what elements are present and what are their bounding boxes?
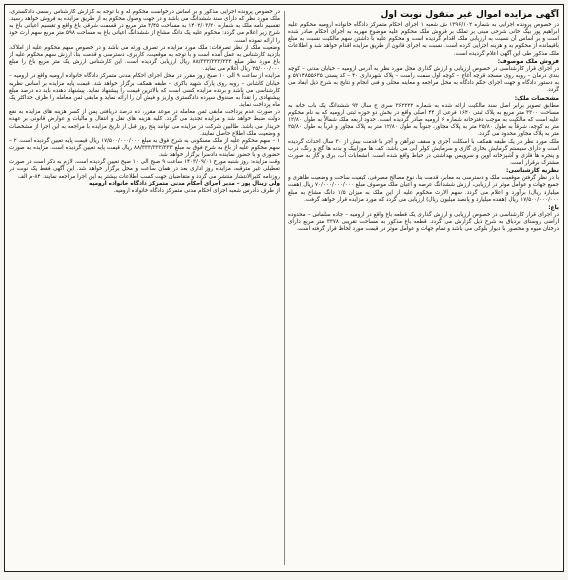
right-text-column (288, 9, 559, 567)
paragraph: با در نظر گرفتن موقعیت ملک و دسترسی به معابر، قدمت بنا، نوع مصالح مصرفی، کیفیت ساخت و وضعیت ظاهری و جمیع جهات و عوامل موثر در ارزیابی، ارزش ششدانگ عرصه و اعیان ملک موصوف مبلغ ۷۰/۰۰۰/۰۰۰/۰۰۰ ریال (هفت میلیارد ریال) برآورد و اعلام می گردد. سهم الارث محکوم علیه از این ملک به میزان ۱/۵ دانگ مشاع به مبلغ ۱۷/۵۰۰/۰۰۰/۰۰۰ ریال (هفده میلیارد و پانصد میلیون ریال) ارزیابی می گردد که مورد مزایده قرار خواهد گرفت. (288, 175, 559, 203)
paragraph: از طرف دادرس شعبه اجرای احکام مدنی متمرکز دادگاه خانواده ارومیه. (113, 187, 280, 194)
paragraph: ملک مورد نظر در یک طبقه همکف با اسکلت آجری و سقف تیرآهن و آجر با قدمت بیش از ۳۰ سال احداث گردیده است و دارای سیستم گرمایش بخاری گازی و سرمایش کولر آبی می باشد. کف ها موزاییک و بدنه ها گچ و رنگ، درب و پنجره ها فلزی و آشپزخانه اوپن و سرویس بهداشتی در حیاط واقع شده است. انشعابات آب، برق و گاز به صورت مشترک برقرار است. (288, 138, 559, 166)
paragraph: وقت مزایده: روز شنبه مورخ ۱۴۰۳/۰۹/۰۱ ساعت ۹ صبح الی ۱۰ صبح تعیین گردیده است. لازم به ذکر است در صورت تعطیلی غیر مترقبه، مزایده روز اداری بعد در همان ساعت و محل برگزار خواهد شد. این آگهی فقط یک نوبت در روزنامه کثیرالانتشار منتشر می گردد و متقاضیان جهت کسب اطلاعات بیشتر به این اجرا مراجعه نمایند. ۸۴-م الف (9, 159, 280, 180)
section-heading: مشخصات ملک: (514, 95, 559, 102)
signature-line: ولی زینال پور – مدیر اجرای احکام مدنی متمرکز دادگاه خانواده ارومیه (88, 180, 280, 187)
notice-title: آگهی مزایده اموال غیر منقول نوبت اول (380, 10, 559, 20)
left-text-column (9, 9, 280, 567)
paragraph: ۱ – سهم محکوم علیه از ملک مسکونی به شرح فوق به مبلغ ۱۷/۵۰۰/۰۰۰/۰۰۰ ریال قیمت پایه تعیین گردیده است. ۲ – سهم محکوم علیه از باغ به شرح فوق به مبلغ ۸۸/۳۳۳/۳۳۳/۳۳۳ ریال قیمت پایه تعیین گردیده است. مزایده به صورت حضوری و با حضور نماینده دادسرا برگزار خواهد شد. (9, 137, 280, 159)
paragraph: وضعیت ملک از نظر تصرفات: ملک مورد مزایده در تصرف ورثه می باشد و در خصوص سهم محکوم علیه از املاک، بازدید کارشناس به عمل آمده است و با توجه به موقعیت، کاربری، دسترسی و قدمت بنا، ارزش سهم محکوم علیه از باغ مورد نظر مبلغ ۸۸/۳۳۳/۳۳۳/۳۳۳ ریال ارزیابی گردیده است. این کارشناس ارزش یک متر مربع باغ را مبلغ ۲۵/۰۰۰/۰۰۰ ریال اعلام می نماید. (9, 44, 280, 73)
paragraph: در اجرای قرار کارشناسی در خصوص ارزیابی و ارزش گذاری یک قطعه باغ واقع در ارومیه – جاده سلماس – محدوده اراضی روستای بردیاق به شرح ذیل گزارش می گردد. قطعه باغ مذکور به مساحت تقریبی ۳۳۷۸ متر مربع دارای درختان میوه و محصور با دیوار بلوکی می باشد و تمام جهات و عوامل موثر در قیمت مورد لحاظ قرار گرفته است. (288, 212, 559, 233)
paragraph: در اجرای قرار کارشناسی در خصوص ارزیابی و ارزش گذاری محل مورد نظر به آدرس ارومیه – خیابان مدنی – کوچه بندی درمان – روبه روی مسجد قرچه آغاج – کوچه اول سمت راست – پلاک شهرداری ۴۰ – کد پستی ۵۷۱۴۸۵۵۶۳۵ و به دستور دادگاه و جهت اجرای حکم دادگاه به محل مراجعه و معاینه محلی و فنی انجام و نتایج به شرح ذیل ایفاد می گردد. (288, 65, 559, 94)
notice-page (4, 4, 564, 572)
paragraph: مطابق تصویر برابر اصل سند مالکیت ارائه شده به شماره ۳۶۲۲۲۲ سری ج سال ۹۳ ششدانگ یک باب خانه به مساحت ۳۳۰۰ متر مربع به پلاک ثبتی ۱۶۴۰ فرعی از ۴۴ اصلی واقع در بخش دو حوزه ثبتی ارومیه که به نام محکوم علیه است که مالکیت به موجب دفترخانه شماره ۶ ارومیه صادر گردیده است. حدود اربعه ملک شمالاً به طول ۱۲/۸۰ متر به کوچه، شرقاً به طول ۲۵/۸۰ متر به پلاک مجاور، جنوباً به طول ۱۲/۸۰ متر به پلاک مجاور و غرباً به طول ۲۵/۸۰ متر به پلاک مجاور محدود می گردد. (288, 102, 559, 138)
paragraph: در صورت عدم پرداخت مابقی ثمن معامله در موعد مقرر، ده درصد دریافتی پس از کسر هزینه های مزایده به نفع دولت ضبط خواهد شد و مزایده تجدید می گردد. کلیه هزینه های نقل و انتقال و مالیات و عوارض قانونی بر عهده خریدار می باشد. طالبین شرکت در مزایده می توانند پنج روز قبل از تاریخ مزایده با مراجعه به این اجرا از مشخصات و وضعیت ملک اطلاع حاصل نمایند. (9, 109, 280, 137)
paragraph: در خصوص پرونده اجرایی به شماره ۱۳۹۶/۱۰۲ ش شعبه ۱ اجرای احکام متمرکز دادگاه خانواده ارومیه محکوم علیه ابراهیم پور بیگ خانی شرحی مبنی بر تملک بر فروش ملک محکوم علیه موضوع مهریه به اجرای احکام صادر شده است و بر اساس آن نسبت به ارزیابی ملک اقدام گردیده است و محکوم علیه با داشتن سهم مالکیت نسبت به مبلغ باقیمانده از محکوم به و هزینه اجرایی کرده است. نسبت به اجرای قانون از طریق مزایده اقدام خواهد شد و اطلاعات ملک مذکور طی این آگهی اعلام گردیده است. (288, 22, 559, 57)
section-heading: باغ: (548, 204, 559, 211)
section-heading: فروش ملک موصوف: (497, 58, 559, 65)
paragraph: در خصوص پرونده اجرایی مذکور و بر اساس درخواست محکوم له و با توجه به گزارش کارشناس رسمی دادگستری، ملک مورد نظر که دارای سند ششدانگ می باشد و در جهت وصول محکوم به از طریق مزایده به فروش خواهد رسید. تقسیم نامه ملک به شماره ۱۴۰۲/۰۳/۲۰ به مساحت ۳/۴۵ متر مربع در قسمت شرقی باغ واقع و تقسیم اعیانی باغ به شرح زیر اعلام می گردد: محکوم علیه یک دانگ مشاع از ششدانگ اعیانی باغ به مساحت ۵۹۸ متر مربع سهم ارث خود را ارائه نموده است. (9, 9, 280, 44)
paragraph: مزایده از ساعت ۹ الی ۱۰ صبح روز مقرر در محل اجرای احکام مدنی متمرکز دادگاه خانواده ارومیه واقع در ارومیه – خیابان کاشانی – روبه روی پارک شهید باکری – طبقه همکف برگزار خواهد شد. قیمت پایه مزایده بر اساس نظریه کارشناسی می باشد و برنده مزایده کسی است که بالاترین قیمت را پیشنهاد نماید. پیشنهاد دهنده باید ده درصد مبلغ پیشنهادی را نقداً به صندوق سپرده دادگستری واریز و فیش آن را ارائه نماید و مابقی ثمن معامله را ظرف حداکثر یک ماه پرداخت نماید. (9, 73, 280, 109)
column-divider (284, 11, 285, 565)
section-heading: نظریه کارشناسی: (506, 168, 559, 175)
